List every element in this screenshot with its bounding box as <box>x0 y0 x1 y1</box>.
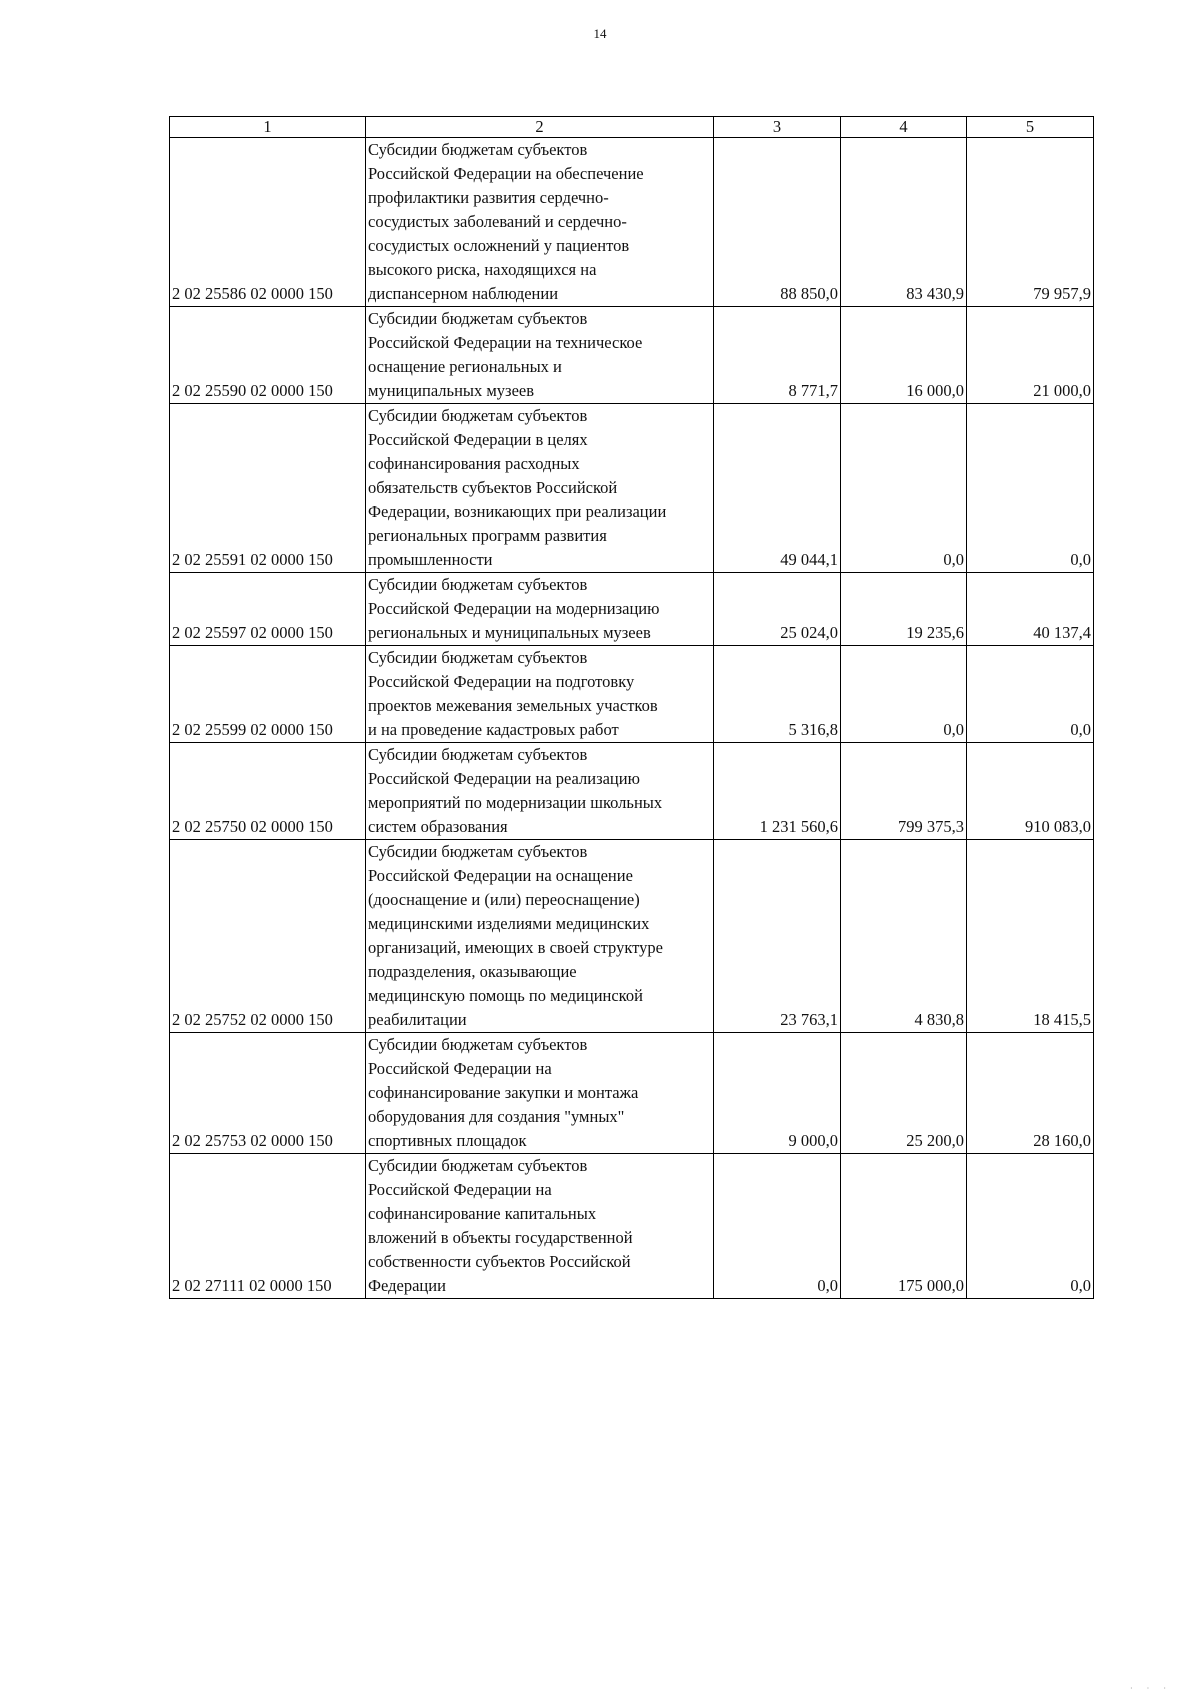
amount-col4: 16 000,0 <box>841 307 967 404</box>
amount-col4: 175 000,0 <box>841 1154 967 1299</box>
page-number: 14 <box>593 26 607 41</box>
header-col-4: 4 <box>841 117 967 138</box>
revenue-name-line: Субсидии бюджетам субъектов <box>368 1156 588 1175</box>
revenue-code: 2 02 25753 02 0000 150 <box>170 1033 366 1154</box>
revenue-name-line: обязательств субъектов Российской <box>368 478 618 497</box>
amount-col5: 21 000,0 <box>967 307 1094 404</box>
table-row <box>170 573 1094 646</box>
revenue-name-line: муниципальных музеев <box>368 381 535 400</box>
revenue-name-line: спортивных площадок <box>368 1131 527 1150</box>
revenue-name-line: вложений в объекты государственной <box>368 1228 633 1247</box>
table-row <box>170 1033 1094 1154</box>
revenue-name-line: Субсидии бюджетам субъектов <box>368 648 588 667</box>
amount-col4: 83 430,9 <box>841 138 967 307</box>
revenue-name <box>366 307 714 404</box>
revenue-name-line: Российской Федерации на <box>368 1180 552 1199</box>
revenue-name <box>366 404 714 573</box>
amount-col5: 0,0 <box>967 646 1094 743</box>
amount-col5: 40 137,4 <box>967 573 1094 646</box>
revenue-name-line: промышленности <box>368 550 493 569</box>
amount-col4: 25 200,0 <box>841 1033 967 1154</box>
revenue-code: 2 02 25597 02 0000 150 <box>170 573 366 646</box>
revenue-name-line: Российской Федерации на техническое <box>368 333 643 352</box>
amount-col3: 1 231 560,6 <box>714 743 841 840</box>
header-row <box>170 117 1094 138</box>
amount-col4: 19 235,6 <box>841 573 967 646</box>
revenue-name-line: мероприятий по модернизации школьных <box>368 793 663 812</box>
revenue-name-line: сосудистых заболеваний и сердечно- <box>368 212 627 231</box>
revenue-name-line: медицинскими изделиями медицинских <box>368 914 650 933</box>
revenue-code: 2 02 25586 02 0000 150 <box>170 138 366 307</box>
amount-col3: 0,0 <box>714 1154 841 1299</box>
amount-col3: 23 763,1 <box>714 840 841 1033</box>
revenue-name-line: Субсидии бюджетам субъектов <box>368 140 588 159</box>
revenue-name <box>366 138 714 307</box>
table-row <box>170 646 1094 743</box>
revenue-name-line: систем образования <box>368 817 508 836</box>
table-row <box>170 404 1094 573</box>
revenue-name-line: высокого риска, находящихся на <box>368 260 597 279</box>
revenue-name-line: региональных программ развития <box>368 526 607 545</box>
revenue-name <box>366 646 714 743</box>
table-row <box>170 307 1094 404</box>
table-row <box>170 1154 1094 1299</box>
amount-col3: 25 024,0 <box>714 573 841 646</box>
revenue-name-line: Российской Федерации на <box>368 1059 552 1078</box>
amount-col5: 910 083,0 <box>967 743 1094 840</box>
revenue-name-line: Субсидии бюджетам субъектов <box>368 309 588 328</box>
amount-col4: 0,0 <box>841 404 967 573</box>
header-col-1: 1 <box>170 117 366 138</box>
revenue-name-line: диспансерном наблюдении <box>368 284 559 303</box>
revenue-name-line: Федерации, возникающих при реализации <box>368 502 667 521</box>
amount-col3: 8 771,7 <box>714 307 841 404</box>
budget-table <box>169 116 1094 1299</box>
revenue-name-line: подразделения, оказывающие <box>368 962 577 981</box>
table-body <box>170 138 1094 1299</box>
revenue-code: 2 02 25750 02 0000 150 <box>170 743 366 840</box>
amount-col4: 4 830,8 <box>841 840 967 1033</box>
revenue-name-line: профилактики развития сердечно- <box>368 188 609 207</box>
revenue-name-line: собственности субъектов Российской <box>368 1252 631 1271</box>
revenue-name-line: Российской Федерации на реализацию <box>368 769 640 788</box>
revenue-name-line: Российской Федерации в целях <box>368 430 588 449</box>
revenue-name <box>366 573 714 646</box>
table-row <box>170 743 1094 840</box>
revenue-name <box>366 1154 714 1299</box>
scan-artifact: · · · <box>1130 1684 1172 1693</box>
revenue-code: 2 02 25752 02 0000 150 <box>170 840 366 1033</box>
revenue-name-line: софинансирование капитальных <box>368 1204 597 1223</box>
header-col-5: 5 <box>967 117 1094 138</box>
revenue-name-line: Российской Федерации на обеспечение <box>368 164 644 183</box>
revenue-name-line: Субсидии бюджетам субъектов <box>368 575 588 594</box>
header-col-3: 3 <box>714 117 841 138</box>
revenue-name <box>366 743 714 840</box>
amount-col5: 18 415,5 <box>967 840 1094 1033</box>
revenue-name <box>366 840 714 1033</box>
revenue-name-line: Федерации <box>368 1276 446 1295</box>
amount-col3: 9 000,0 <box>714 1033 841 1154</box>
revenue-name-line: Субсидии бюджетам субъектов <box>368 842 588 861</box>
revenue-name-line: медицинскую помощь по медицинской <box>368 986 643 1005</box>
revenue-name-line: Российской Федерации на модернизацию <box>368 599 660 618</box>
revenue-name <box>366 1033 714 1154</box>
table-row <box>170 138 1094 307</box>
revenue-code: 2 02 25599 02 0000 150 <box>170 646 366 743</box>
revenue-code: 2 02 27111 02 0000 150 <box>170 1154 366 1299</box>
revenue-code: 2 02 25591 02 0000 150 <box>170 404 366 573</box>
revenue-name-line: Российской Федерации на оснащение <box>368 866 633 885</box>
revenue-code: 2 02 25590 02 0000 150 <box>170 307 366 404</box>
revenue-name-line: софинансирования расходных <box>368 454 580 473</box>
amount-col4: 799 375,3 <box>841 743 967 840</box>
header-col-2: 2 <box>366 117 714 138</box>
table-row <box>170 840 1094 1033</box>
amount-col4: 0,0 <box>841 646 967 743</box>
amount-col5: 0,0 <box>967 404 1094 573</box>
revenue-name-line: реабилитации <box>368 1010 467 1029</box>
revenue-name-line: организаций, имеющих в своей структуре <box>368 938 663 957</box>
revenue-name-line: (дооснащение и (или) переоснащение) <box>368 890 640 909</box>
revenue-name-line: софинансирование закупки и монтажа <box>368 1083 639 1102</box>
amount-col3: 49 044,1 <box>714 404 841 573</box>
revenue-name-line: проектов межевания земельных участков <box>368 696 658 715</box>
revenue-name-line: Субсидии бюджетам субъектов <box>368 1035 588 1054</box>
revenue-name-line: и на проведение кадастровых работ <box>368 720 619 739</box>
revenue-name-line: региональных и муниципальных музеев <box>368 623 651 642</box>
revenue-name-line: сосудистых осложнений у пациентов <box>368 236 630 255</box>
amount-col3: 88 850,0 <box>714 138 841 307</box>
revenue-name-line: оснащение региональных и <box>368 357 562 376</box>
revenue-name-line: Субсидии бюджетам субъектов <box>368 745 588 764</box>
amount-col3: 5 316,8 <box>714 646 841 743</box>
amount-col5: 28 160,0 <box>967 1033 1094 1154</box>
amount-col5: 79 957,9 <box>967 138 1094 307</box>
revenue-name-line: оборудования для создания "умных" <box>368 1107 625 1126</box>
revenue-name-line: Российской Федерации на подготовку <box>368 672 635 691</box>
amount-col5: 0,0 <box>967 1154 1094 1299</box>
revenue-name-line: Субсидии бюджетам субъектов <box>368 406 588 425</box>
